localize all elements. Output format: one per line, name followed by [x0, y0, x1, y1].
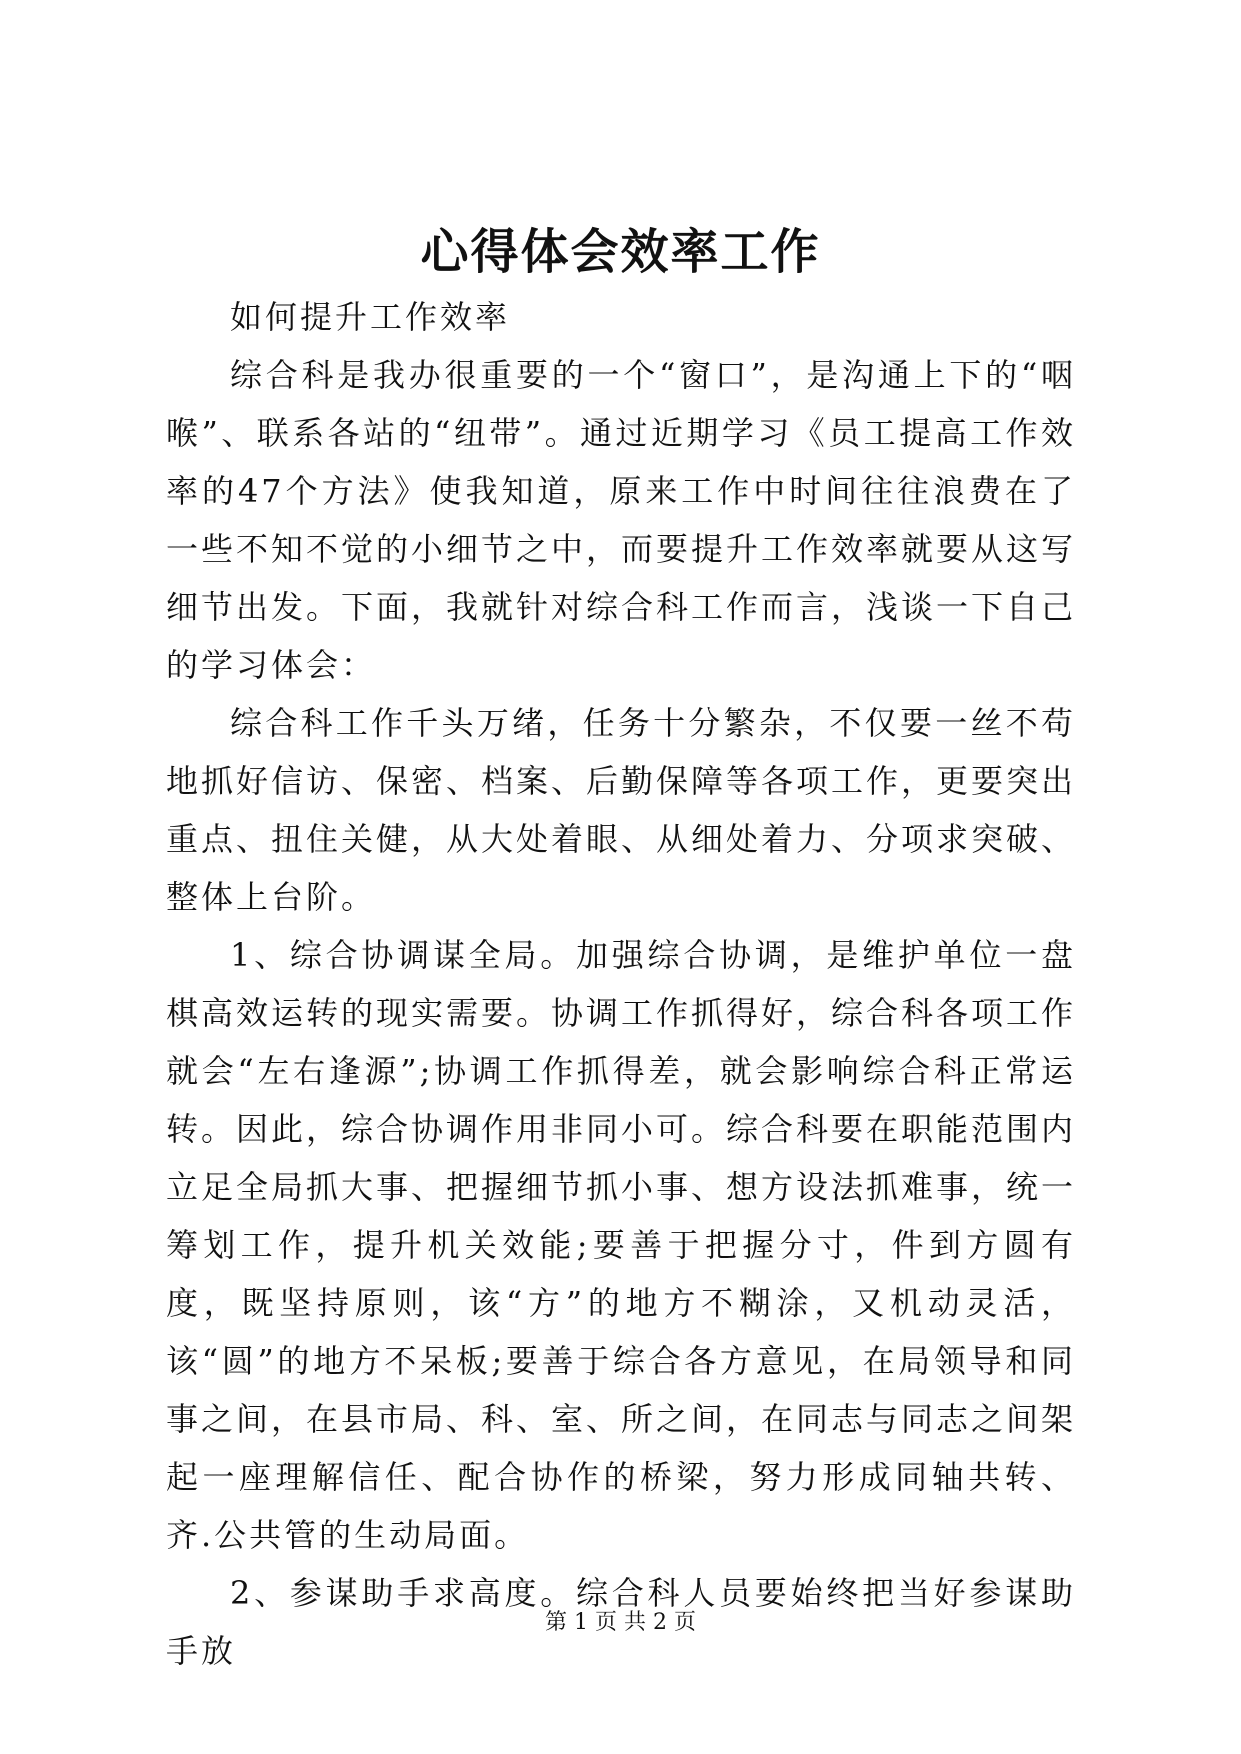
paragraph-intro: 综合科是我办很重要的一个“窗口”，是沟通上下的“咽喉”、联系各站的“纽带”。通过近期学习《员工提高工作效率的47个方法》使我知道，原来工作中时间往往浪费在了一些不知不觉的小细节之中，而要提升工作效率就要从这写细节出发。下面，我就针对综合科工作而言，浅谈一下自己的学习体会： [166, 356, 1077, 684]
document-title: 心得体会效率工作 [420, 224, 821, 280]
paragraph-overview: 综合科工作千头万绪，任务十分繁杂，不仅要一丝不苟地抓好信访、保密、档案、后勤保障等各项工作，更要突出重点、扭住关健，从大处着眼、从细处着力、分项求突破、整体上台阶。 [166, 704, 1077, 916]
document-body [166, 288, 1076, 1680]
paragraph-point-2: 2、参谋助手求高度。综合科人员要始终把当好参谋助手放 [166, 1574, 1076, 1670]
document-subtitle: 如何提升工作效率 [230, 298, 511, 336]
paragraph-point-1: 1、综合协调谋全局。加强综合协调，是维护单位一盘棋高效运转的现实需要。协调工作抓得好，综合科各项工作就会“左右逢源”;协调工作抓得差，就会影响综合科正常运转。因此，综合协调作用非同小可。综合科要在职能范围内立足全局抓大事、把握细节抓小事、想方设法抓难事，统一筹划工作，提升机关效能;要善于把握分寸，件到方圆有度，既坚持原则，该“方”的地方不糊涂，又机动灵活，该“圆”的地方不呆板;要善于综合各方意见，在局领导和同事之间，在县市局、科、室、所之间，在同志与同志之间架起一座理解信任、配合协作的桥梁，努力形成同轴共转、齐.公共管的生动局面。 [166, 936, 1077, 1554]
page-number: 第 1 页 共 2 页 [545, 1610, 696, 1635]
